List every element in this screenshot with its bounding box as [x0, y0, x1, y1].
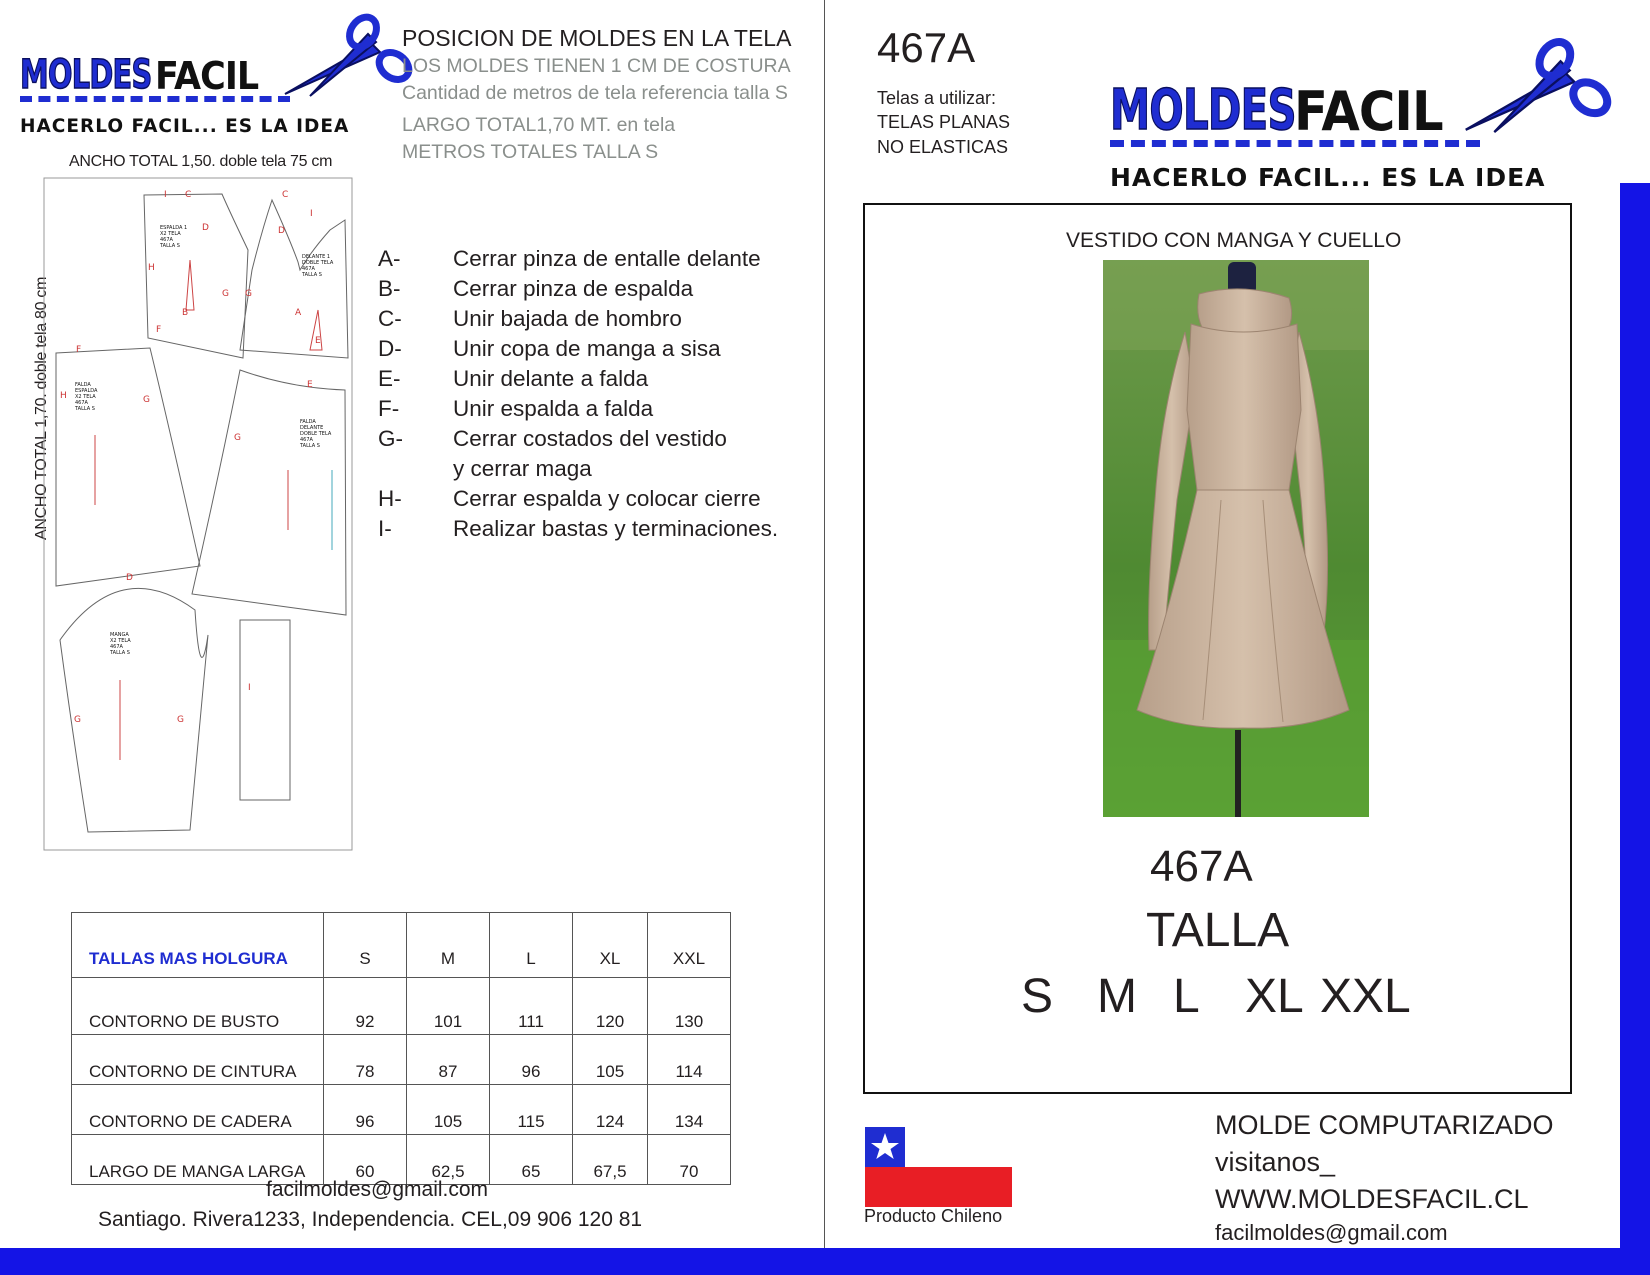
svg-text:ESPALDA: ESPALDA	[75, 388, 98, 394]
table-cell: 92	[324, 978, 407, 1035]
step-key: D-	[378, 336, 402, 361]
dress-illustration	[1103, 260, 1369, 817]
table-row	[72, 1085, 731, 1135]
info-line-1: LOS MOLDES TIENEN 1 CM DE COSTURA	[402, 55, 791, 77]
size-XL: XL	[1245, 970, 1304, 1023]
row-label: CONTORNO DE CINTURA	[72, 1035, 324, 1085]
center-divider	[824, 0, 825, 1275]
brand-name-part1: MOLDES	[20, 52, 152, 98]
step-key: C-	[378, 306, 402, 331]
step-text: Unir copa de manga a sisa	[453, 336, 721, 361]
brand-name-part1: MOLDES	[1110, 78, 1296, 143]
piece-manga	[60, 588, 208, 832]
step-key	[378, 454, 453, 484]
table-cell: 67,5	[573, 1135, 648, 1185]
svg-text:TALLA S: TALLA S	[302, 272, 322, 278]
contact-address: Santiago. Rivera1233, Independencia. CEL,09 906 120 81	[98, 1208, 643, 1231]
brand-tagline: HACERLO FACIL... ES LA IDEA	[20, 116, 350, 137]
svg-text:G: G	[245, 289, 252, 299]
row-label: CONTORNO DE BUSTO	[72, 978, 324, 1035]
dress-photo	[1103, 260, 1369, 817]
svg-text:D: D	[278, 226, 285, 236]
side-blue-bar	[1620, 183, 1650, 1275]
svg-text:G: G	[143, 395, 150, 405]
brand-name-part2: FACIL	[1294, 80, 1443, 143]
svg-text:FALDA: FALDA	[75, 382, 91, 388]
svg-text:I: I	[248, 683, 251, 693]
table-cell: 124	[573, 1085, 648, 1135]
svg-text:H: H	[148, 263, 155, 273]
footer-email-link[interactable]: facilmoldes@gmail.com	[1215, 1220, 1448, 1245]
step-key: H-	[378, 486, 402, 511]
logo-dashed-line	[1110, 140, 1480, 147]
size-table-header	[72, 913, 731, 978]
svg-text:467A: 467A	[110, 644, 123, 650]
pattern-layout-diagram	[40, 170, 360, 860]
size-M: M	[1097, 970, 1137, 1023]
step-row	[378, 514, 778, 544]
svg-text:I: I	[310, 209, 313, 219]
table-cell: 70	[648, 1135, 731, 1185]
table-cell: 96	[324, 1085, 407, 1135]
brand-logo-large	[1110, 30, 1620, 200]
step-key: I-	[378, 516, 392, 541]
piece-falda-delante	[192, 370, 346, 615]
svg-text:DOBLE TELA: DOBLE TELA	[302, 260, 334, 266]
row-label: LARGO DE MANGA LARGA	[72, 1135, 324, 1185]
table-cell: 96	[490, 1035, 573, 1085]
svg-text:F: F	[156, 325, 162, 335]
step-row	[378, 454, 778, 484]
svg-text:467A: 467A	[300, 437, 313, 443]
table-cell: 134	[648, 1085, 731, 1135]
size-table	[71, 912, 731, 1185]
step-row	[378, 334, 778, 364]
svg-text:D: D	[202, 223, 209, 233]
table-cell: 65	[490, 1135, 573, 1185]
svg-text:G: G	[177, 715, 184, 725]
step-row	[378, 364, 778, 394]
svg-text:467A: 467A	[75, 400, 88, 406]
info-line-3: LARGO TOTAL1,70 MT. en tela	[402, 114, 676, 136]
step-text: Cerrar costados del vestido	[453, 426, 727, 451]
svg-text:TALLA S: TALLA S	[160, 243, 180, 249]
step-row	[378, 274, 778, 304]
svg-text:467A: 467A	[160, 237, 173, 243]
size-word: TALLA	[1146, 904, 1290, 957]
svg-text:ESPALDA 1: ESPALDA 1	[160, 225, 188, 231]
layout-title: POSICION DE MOLDES EN LA TELA	[402, 25, 792, 51]
svg-text:G: G	[74, 715, 81, 725]
logo-dashed-line	[20, 96, 290, 102]
table-cell: 114	[648, 1035, 731, 1085]
svg-text:TALLA S: TALLA S	[75, 406, 95, 412]
product-code-big: 467A	[1150, 842, 1253, 891]
step-text: Realizar bastas y terminaciones.	[453, 516, 779, 541]
step-row	[378, 484, 778, 514]
table-row	[72, 1135, 731, 1185]
contact-email: facilmoldes@gmail.com	[266, 1178, 489, 1201]
step-text: Unir delante a falda	[453, 366, 649, 391]
svg-text:E: E	[315, 336, 321, 346]
size-XXL: XXL	[1320, 970, 1411, 1023]
step-key: A-	[378, 246, 401, 271]
svg-text:467A: 467A	[302, 266, 315, 272]
svg-text:I: I	[164, 190, 167, 200]
svg-text:H: H	[60, 391, 67, 401]
table-row	[72, 1035, 731, 1085]
table-cell: 130	[648, 978, 731, 1035]
svg-text:DOBLE TELA: DOBLE TELA	[300, 431, 332, 437]
svg-text:FALDA: FALDA	[300, 419, 316, 425]
step-row	[378, 394, 778, 424]
fabric-line-2: TELAS PLANAS	[877, 112, 1011, 132]
svg-text:B: B	[182, 308, 189, 318]
step-key: G-	[378, 426, 403, 451]
step-text: Unir espalda a falda	[453, 396, 654, 421]
svg-text:C: C	[282, 190, 289, 200]
size-col-header: M	[407, 913, 490, 978]
svg-text:C: C	[185, 190, 192, 200]
table-cell: 120	[573, 978, 648, 1035]
step-text: Cerrar espalda y colocar cierre	[453, 486, 761, 511]
brand-logo-small	[20, 12, 410, 137]
fabric-line-3: NO ELASTICAS	[877, 137, 1009, 157]
brand-tagline: HACERLO FACIL... ES LA IDEA	[1110, 163, 1546, 192]
step-key: B-	[378, 276, 401, 301]
footer-website-link[interactable]: WWW.MOLDESFACIL.CL	[1215, 1184, 1529, 1214]
svg-text:TALLA S: TALLA S	[110, 650, 130, 656]
product-title: VESTIDO CON MANGA Y CUELLO	[1066, 229, 1402, 252]
table-cell: 60	[324, 1135, 407, 1185]
piece-cuello	[240, 620, 290, 800]
svg-text:MANGA: MANGA	[110, 632, 129, 638]
step-row	[378, 244, 778, 274]
svg-text:D: D	[126, 573, 133, 583]
step-row	[378, 304, 778, 334]
step-text: Unir bajada de hombro	[453, 306, 682, 331]
layout-width-label: ANCHO TOTAL 1,50. doble tela 75 cm	[69, 153, 333, 170]
bottom-blue-bar	[0, 1248, 1650, 1275]
size-col-header: L	[490, 913, 573, 978]
size-col-header: S	[324, 913, 407, 978]
step-text: Cerrar pinza de entalle delante	[453, 246, 761, 271]
info-line-2: Cantidad de metros de tela referencia talla S	[402, 82, 788, 104]
svg-text:X2 TELA: X2 TELA	[75, 394, 96, 400]
table-row	[72, 978, 731, 1035]
svg-text:E: E	[307, 380, 313, 390]
step-key: E-	[378, 366, 401, 391]
footer-line-1: MOLDE COMPUTARIZADO	[1215, 1110, 1554, 1140]
table-cell: 62,5	[407, 1135, 490, 1185]
table-cell: 101	[407, 978, 490, 1035]
svg-text:DELANTE 1: DELANTE 1	[302, 254, 331, 260]
svg-text:X2 TELA: X2 TELA	[160, 231, 181, 237]
table-cell: 78	[324, 1035, 407, 1085]
sewing-steps	[378, 244, 778, 544]
product-code: 467A	[877, 24, 976, 71]
table-cell: 87	[407, 1035, 490, 1085]
piece-delante	[240, 200, 348, 358]
layout-height-label: ANCHO TOTAL 1,70. doble tela 80 cm	[33, 276, 50, 540]
table-cell: 105	[407, 1085, 490, 1135]
svg-text:TALLA S: TALLA S	[300, 443, 320, 449]
scissors-icon	[280, 12, 420, 102]
svg-text:X2 TELA: X2 TELA	[110, 638, 131, 644]
chile-flag-icon	[865, 1127, 1012, 1207]
step-key: F-	[378, 396, 400, 421]
brand-name-part2: FACIL	[155, 54, 259, 98]
svg-text:A: A	[295, 308, 302, 318]
table-cell: 111	[490, 978, 573, 1035]
size-col-header: XL	[573, 913, 648, 978]
step-text: Cerrar pinza de espalda	[453, 276, 694, 301]
table-cell: 105	[573, 1035, 648, 1085]
svg-text:G: G	[222, 289, 229, 299]
info-line-4: METROS TOTALES TALLA S	[402, 141, 659, 163]
step-text: y cerrar maga	[453, 456, 592, 481]
step-row	[378, 424, 778, 454]
footer-line-2: visitanos_	[1215, 1147, 1336, 1177]
size-col-header: XXL	[648, 913, 731, 978]
svg-text:F: F	[76, 345, 82, 355]
table-cell: 115	[490, 1085, 573, 1135]
size-table-title: TALLAS MAS HOLGURA	[72, 913, 324, 978]
size-L: L	[1173, 970, 1200, 1023]
size-S: S	[1021, 970, 1054, 1023]
flag-caption: Producto Chileno	[864, 1206, 1003, 1226]
fabric-outline	[44, 178, 352, 850]
fabric-line-1: Telas a utilizar:	[877, 88, 997, 108]
row-label: CONTORNO DE CADERA	[72, 1085, 324, 1135]
scissors-icon	[1460, 30, 1620, 145]
svg-text:G: G	[234, 433, 241, 443]
svg-text:DELANTE: DELANTE	[300, 425, 324, 431]
